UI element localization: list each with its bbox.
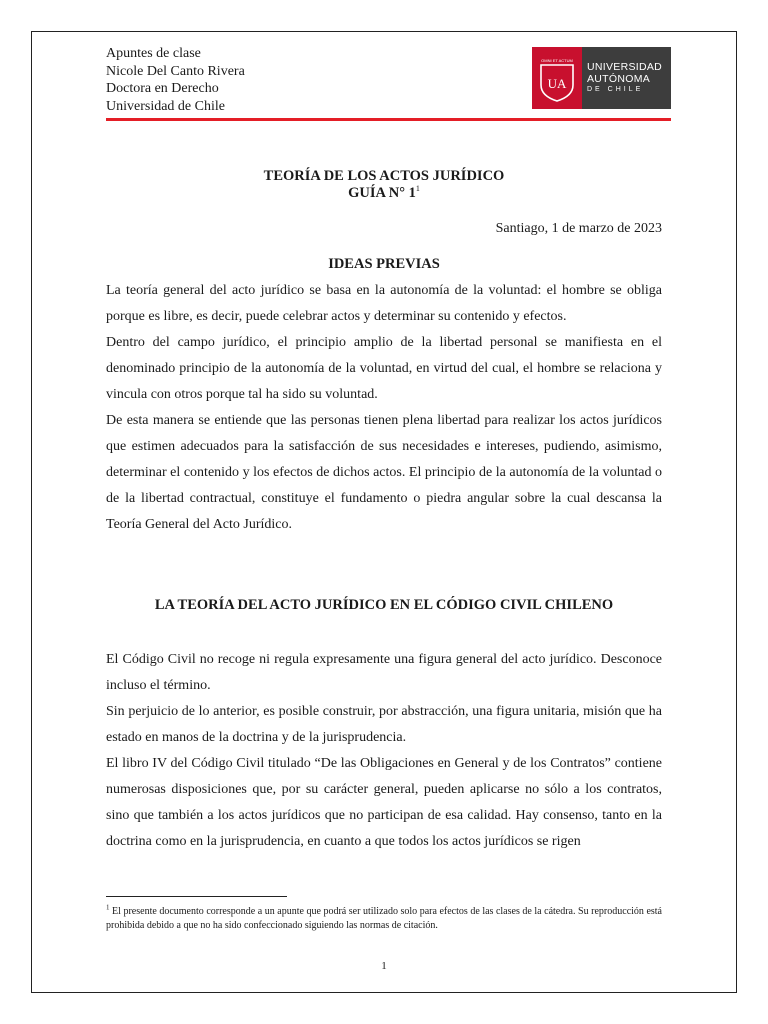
logo-line-universidad: UNIVERSIDAD bbox=[587, 61, 663, 73]
paragraph: Dentro del campo jurídico, el principio amplio de la libertad personal se manifiesta en el denominado principio de la autonomía de la voluntad, en virtud del cual, el hombre se relaciona y vincula con otros porque tal ha sido su voluntad. bbox=[106, 335, 662, 402]
page-number: 1 bbox=[381, 960, 387, 972]
section-heading-codigo-civil: LA TEORÍA DEL ACTO JURÍDICO EN EL CÓDIGO CIVIL CHILENO bbox=[154, 597, 614, 613]
logo-motto: OMNI ET ACTUM bbox=[541, 58, 573, 63]
logo-wordmark bbox=[582, 47, 671, 109]
section-body-ideas-previas bbox=[106, 278, 662, 538]
paragraph: De esta manera se entiende que las personas tienen plena libertad para realizar los actos jurídicos que estimen adecuados para la satisfacción de sus necesidades e intereses, pudiendo, asimismo, determinar el contenido y los efectos de dichos actos. El principio de la autonomía de la voluntad o de la libertad contractual, constituye el fundamento o piedra angular sobre la cual descansa la Teoría General del Acto Jurídico. bbox=[106, 413, 662, 532]
header-line-author: Nicole Del Canto Rivera bbox=[106, 63, 245, 79]
paragraph: El Código Civil no recoge ni regula expresamente una figura general del acto jurídico. Desconoce incluso el término. bbox=[106, 652, 662, 693]
document-title bbox=[106, 168, 662, 202]
header-line-degree: Doctora en Derecho bbox=[106, 81, 219, 96]
logo-line-autonoma: AUTÓNOMA bbox=[587, 73, 651, 85]
title-footnote-ref: 1 bbox=[415, 184, 420, 194]
header-line-university: Universidad de Chile bbox=[106, 98, 225, 114]
paragraph: El libro IV del Código Civil titulado “De las Obligaciones en General y de los Contratos” contiene numerosas disposiciones que, por su carácter general, pueden aplicarse no sólo a los contratos, sino que también a los actos jurídicos que no participan de esa calidad. Hay consenso, tanto en la doctrina como en la jurisprudencia, en cuanto a que todos los actos jurídicos se rigen bbox=[106, 756, 662, 849]
header-divider bbox=[106, 118, 671, 121]
paragraph: Sin perjuicio de lo anterior, es posible construir, por abstracción, una figura unitaria, misión que ha estado en manos de la doctrina y de la jurisprudencia. bbox=[106, 704, 662, 745]
university-logo bbox=[532, 47, 671, 109]
footnote bbox=[106, 905, 662, 932]
document-date: Santiago, 1 de marzo de 2023 bbox=[495, 221, 662, 236]
title-guide-number: GUÍA N° 1 bbox=[348, 185, 416, 201]
section-heading-ideas-previas: IDEAS PREVIAS bbox=[328, 256, 440, 272]
logo-emblem bbox=[532, 47, 582, 109]
title-line-2 bbox=[106, 185, 662, 202]
author-header bbox=[106, 45, 245, 115]
header-line-course: Apuntes de clase bbox=[106, 46, 201, 61]
section-body-codigo-civil bbox=[106, 647, 662, 855]
paragraph: La teoría general del acto jurídico se basa en la autonomía de la voluntad: el hombre se obliga porque es libre, es decir, puede celebrar actos y determinar su contenido y efectos. bbox=[106, 283, 662, 324]
logo-emblem-text: UA bbox=[547, 76, 567, 91]
logo-line-dechile: DE CHILE bbox=[587, 86, 644, 93]
title-line-1: TEORÍA DE LOS ACTOS JURÍDICO bbox=[263, 168, 505, 184]
ua-seal-icon bbox=[535, 52, 579, 104]
footnote-divider bbox=[106, 896, 287, 897]
footnote-number: 1 bbox=[106, 903, 110, 912]
footnote-text: El presente documento corresponde a un apunte que podrá ser utilizado solo para efectos de las clases de la cátedra. Su reproducción está prohibida debido a que no ha sido confeccionado siguiendo las normas de citación. bbox=[106, 906, 662, 931]
